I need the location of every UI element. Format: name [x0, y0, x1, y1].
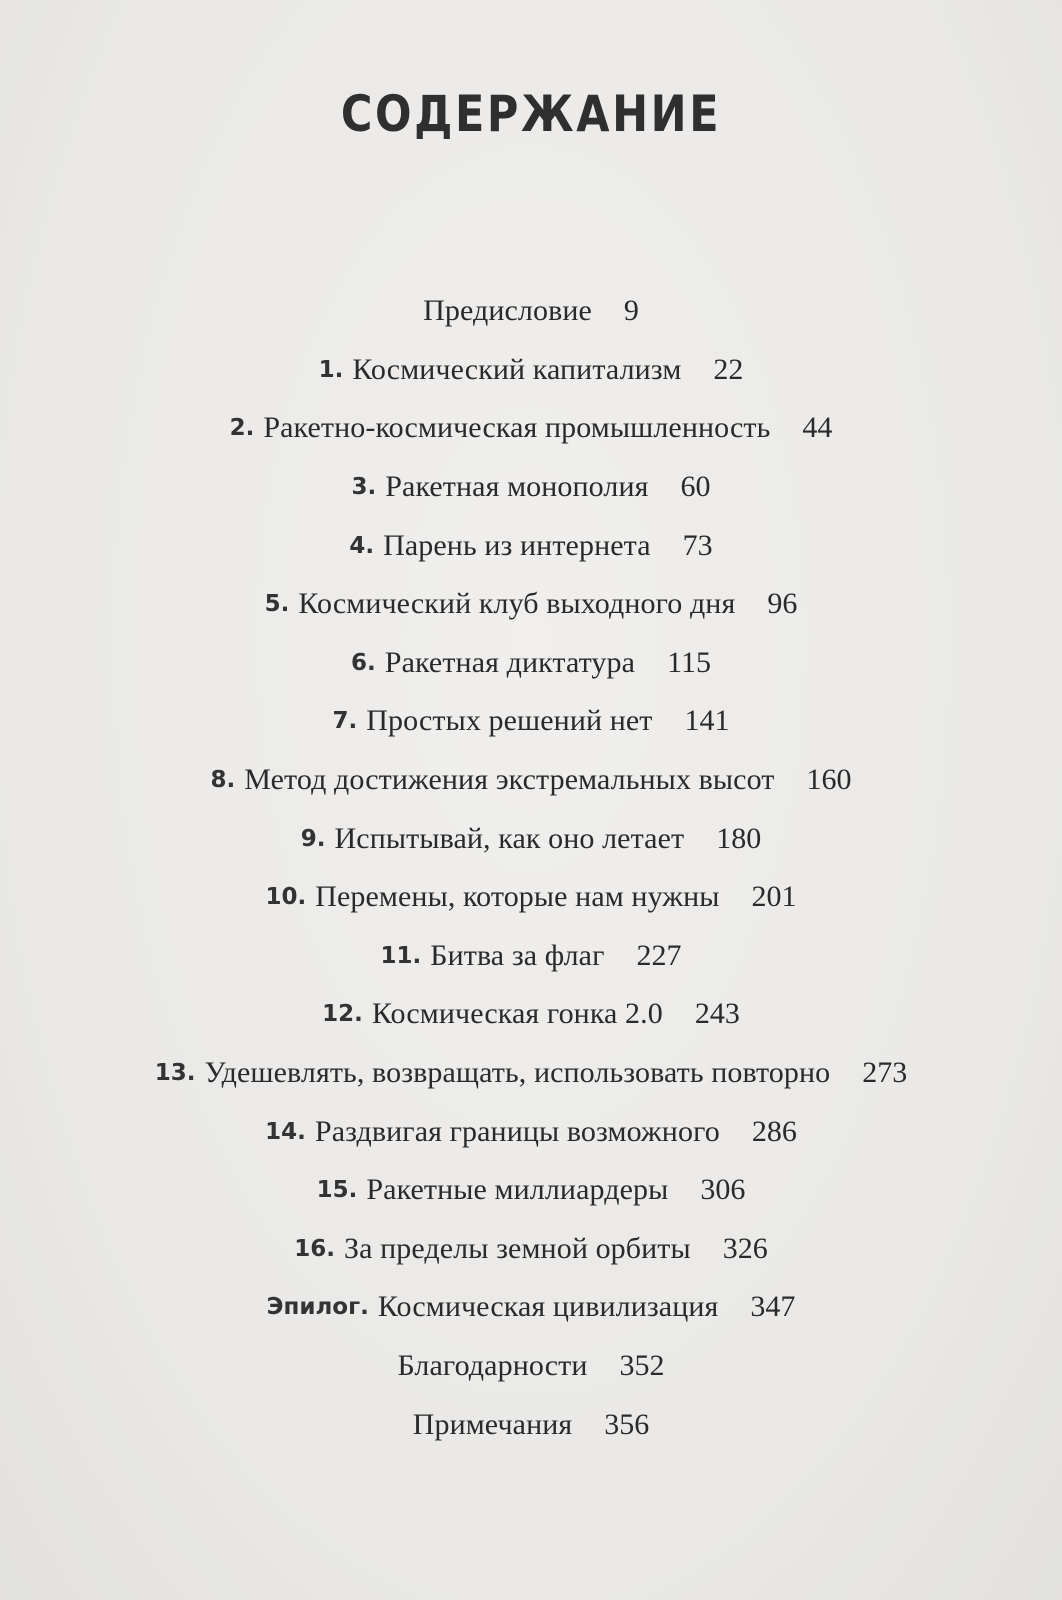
toc-entry: [0, 1220, 1062, 1279]
chapter-title: Простых решений нет: [366, 704, 653, 738]
toc-entry: [0, 399, 1062, 458]
chapter-title: Метод достижения экстремальных высот: [244, 763, 775, 797]
toc-entry: [0, 516, 1062, 575]
toc-entry: [0, 634, 1062, 693]
chapter-title: Благодарности: [397, 1348, 588, 1382]
chapter-number: 13.: [154, 1060, 196, 1087]
toc-entry: [0, 282, 1062, 341]
page-number: 243: [694, 997, 740, 1031]
chapter-number: 8.: [210, 767, 236, 794]
page-number: 141: [684, 704, 730, 738]
chapter-number: 1.: [318, 356, 344, 383]
chapter-number: 4.: [349, 532, 375, 559]
chapter-number: 14.: [265, 1118, 306, 1145]
chapter-title: Парень из интернета: [383, 528, 651, 562]
page-number: 9: [623, 294, 639, 328]
chapter-title: Космическая цивилизация: [377, 1290, 719, 1324]
page-number: 60: [680, 470, 711, 504]
chapter-title: Предисловие: [423, 294, 592, 328]
chapter-title: Ракетная диктатура: [384, 645, 636, 679]
toc-entry: [0, 927, 1062, 986]
page-number: 180: [716, 821, 762, 855]
page-number: 273: [862, 1056, 908, 1090]
toc-entry: [0, 575, 1062, 634]
page-number: 347: [750, 1290, 796, 1324]
chapter-title: За пределы земной орбиты: [343, 1231, 691, 1265]
page-number: 227: [636, 938, 682, 972]
toc-entry: [0, 341, 1062, 400]
chapter-title: Космический клуб выходного дня: [298, 587, 736, 621]
toc-entry: [0, 692, 1062, 751]
chapter-title: Перемены, которые нам нужны: [315, 880, 720, 914]
page-title: СОДЕРЖАНИЕ: [340, 85, 722, 143]
page-number: 115: [667, 645, 711, 679]
chapter-number: 16.: [294, 1235, 335, 1262]
page-number: 352: [619, 1348, 665, 1382]
toc-entry: [0, 809, 1062, 868]
page-number: 306: [700, 1173, 746, 1207]
toc-entry: [0, 868, 1062, 927]
page-number: 22: [713, 352, 744, 386]
page-number: 326: [722, 1231, 768, 1265]
chapter-title: Космическая гонка 2.0: [371, 997, 663, 1031]
toc-entry: [0, 1102, 1062, 1161]
toc-entry: [0, 1278, 1062, 1337]
chapter-number: 3.: [351, 474, 377, 501]
toc-entry: [0, 458, 1062, 517]
page-number: 96: [767, 587, 798, 621]
table-of-contents: [0, 282, 1062, 1454]
chapter-title: Ракетная монополия: [385, 470, 649, 504]
chapter-title: Раздвигая границы возможного: [314, 1114, 720, 1148]
page-number: 356: [604, 1407, 650, 1441]
chapter-number: 2.: [229, 415, 255, 442]
toc-entry: [0, 985, 1062, 1044]
chapter-number: 6.: [351, 649, 376, 676]
chapter-number: 15.: [316, 1177, 358, 1204]
chapter-number: 10.: [265, 884, 307, 911]
chapter-title: Битва за флаг: [430, 938, 605, 972]
chapter-title: Испытывай, как оно летает: [334, 821, 685, 855]
page-number: 286: [751, 1114, 797, 1148]
toc-entry: [0, 1161, 1062, 1220]
chapter-title: Примечания: [412, 1407, 573, 1441]
chapter-number: 11.: [380, 942, 422, 969]
chapter-title: Ракетные миллиардеры: [366, 1173, 669, 1207]
chapter-number: 7.: [332, 708, 358, 735]
chapter-number: 9.: [300, 825, 326, 852]
chapter-title: Космический капитализм: [352, 352, 682, 386]
page-number: 44: [802, 411, 833, 445]
chapter-number: Эпилог.: [266, 1294, 369, 1321]
toc-entry: [0, 1395, 1062, 1454]
page-number: 160: [806, 763, 852, 797]
chapter-number: 12.: [322, 1001, 363, 1028]
chapter-title: Ракетно-космическая промышленность: [263, 411, 771, 445]
toc-entry: [0, 1337, 1062, 1396]
page-number: 73: [682, 528, 713, 562]
chapter-number: 5.: [264, 591, 290, 618]
toc-entry: [0, 751, 1062, 810]
toc-entry: [0, 1044, 1062, 1103]
page-number: 201: [751, 880, 797, 914]
chapter-title: Удешевлять, возвращать, использовать повторно: [204, 1056, 831, 1090]
